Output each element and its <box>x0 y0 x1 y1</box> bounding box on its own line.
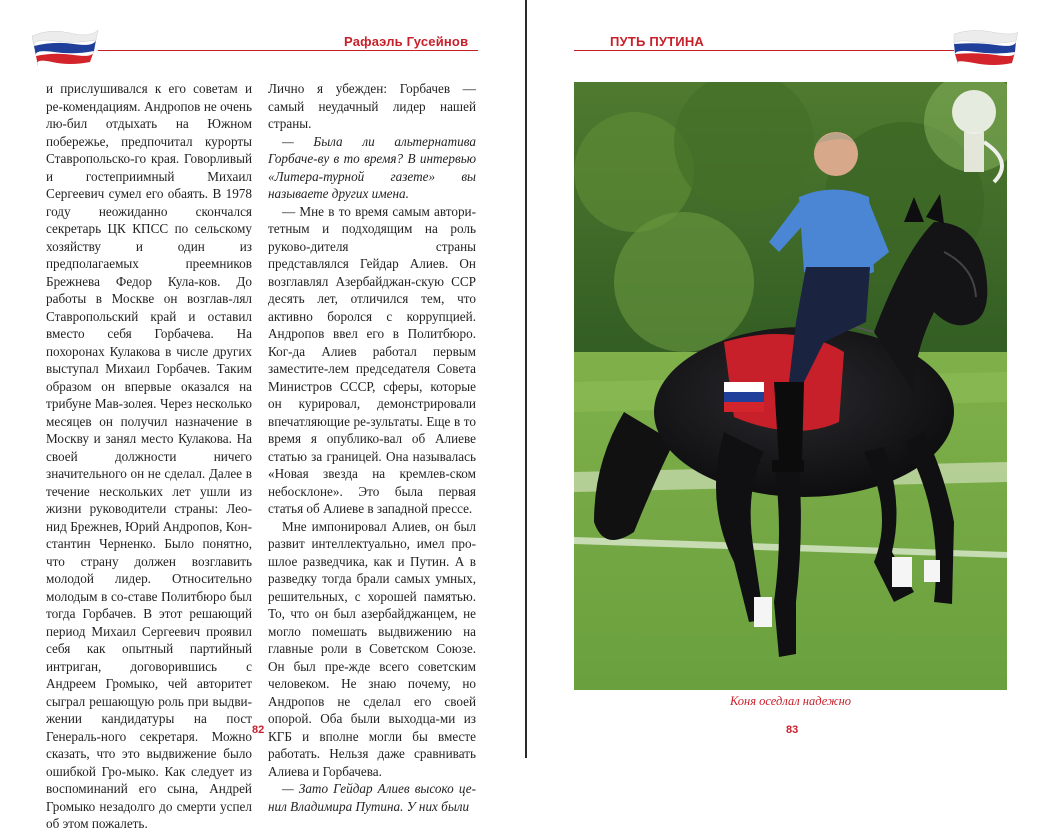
page-number: 83 <box>786 724 799 736</box>
left-page <box>0 0 526 831</box>
paragraph: и прислушивался к его советам и ре-комендациям. Андропов не очень лю-бил отдыхать на Южном побережье, предпочитал курорты Ставропольско-го края. Говорливый и гостеприимный Михаил Сергеевич сумел его обаять. В 1978 году неожиданно скончался секретарь ЦК КПСС по сельскому хозяйству и один из предполагаемых преемников Брежнева Федор Кула-ков. До работы в Москве он возглав-лял Ставропольский край и оставил вместо себя Горбачева. На похоронах Кулакова в числе других выступал Михаил Горбачев. Таким образом он впервые оказался на трибуне Мав-золея. Через несколько месяцев он получил назначение в Москву и занял место Кулакова. На своей должности ничего значительного он не сделал. Далее в течение нескольких лет ушли из жизни руководители страны: Лео-нид Брежнев, Юрий Андропов, Кон-стантин Черненко. Было понятно, что страну должен возглавить молодой лидер. Относительно молодым в со-ставе Политбюро был тогда Горбачев. В этот решающий период Михаил Сергеевич проявил себя как опытный партийный интриган, договорившись с Андреем Громыко, чей авторитет сыграл решающую роль при выдви-жении кандидатуры на пост Генераль-ного секретаря. Можно сказать, что это выдвижение было ошибкой Гро-мыко. Как следует из воспоминаний его сына, Андрей Громыко незадолго до смерти успел об этом пожалеть. <box>46 81 252 831</box>
running-header-author: Рафаэль Гусейнов <box>344 34 469 49</box>
interview-question: — Была ли альтернатива Горбаче-ву в то время? В интервью «Литера-турной газете» вы называете других имена. <box>268 133 476 201</box>
paragraph: Мне импонировал Алиев, он был развит интеллектуально, имел про-шлое разведчика, как и Путин. А в разведку тогда брали самых умных, решительных, с хорошей памятью. То, что он был азербайджанцем, не могло помешать выдвижению на главные роли в Советском Союзе. Он был пре-жде всего советским человеком. Не знаю почему, но Андропов не сделал его своей опорой. Оба были выходца-ми из КГБ и вполне могли бы вместе работать. Нельзя даже сравнивать Алиева и Горбачева. <box>268 518 476 779</box>
right-page <box>528 0 1058 758</box>
photo-caption: Коня оседлал надежно <box>729 694 852 708</box>
text-column-2 <box>268 80 476 815</box>
page-number: 82 <box>252 724 265 736</box>
header-rule <box>574 50 954 51</box>
russian-flag-icon <box>30 24 100 68</box>
text-column-1 <box>46 80 252 833</box>
running-header-title: ПУТЬ ПУТИНА <box>610 34 705 49</box>
paragraph: — Мне в то время самым автори-тетным и подходящим на роль руково-дителя страны представлялся Гейдар Алиев. Он возглавлял Азербайджан-скую ССР десять лет, отличился тем, что активно боролся с коррупцией. Андропов ввел его в Политбюро. Ког-да Алиев работал первым заместите-лем председателя Совета Министров СССР, сферы, которые он курировал, демонстрировали впечатляющие ре-зультаты. Еще в то время я опублико-вал об Алиеве статью за границей. Она называлась «Новая звезда на кремлев-ском небосклоне». Это была первая статья об Алиеве в западной прессе. <box>268 203 476 516</box>
paragraph: Лично я убежден: Горбачев — самый неудачный лидер нашей страны. <box>268 81 476 131</box>
header-rule <box>98 50 478 51</box>
horse-rider-photo <box>574 82 1007 690</box>
photo-illustration <box>574 82 1007 690</box>
interview-question: — Зато Гейдар Алиев высоко це-нил Владимира Путина. У них были <box>268 781 476 814</box>
russian-flag-icon <box>950 24 1020 68</box>
book-spine <box>525 0 527 758</box>
